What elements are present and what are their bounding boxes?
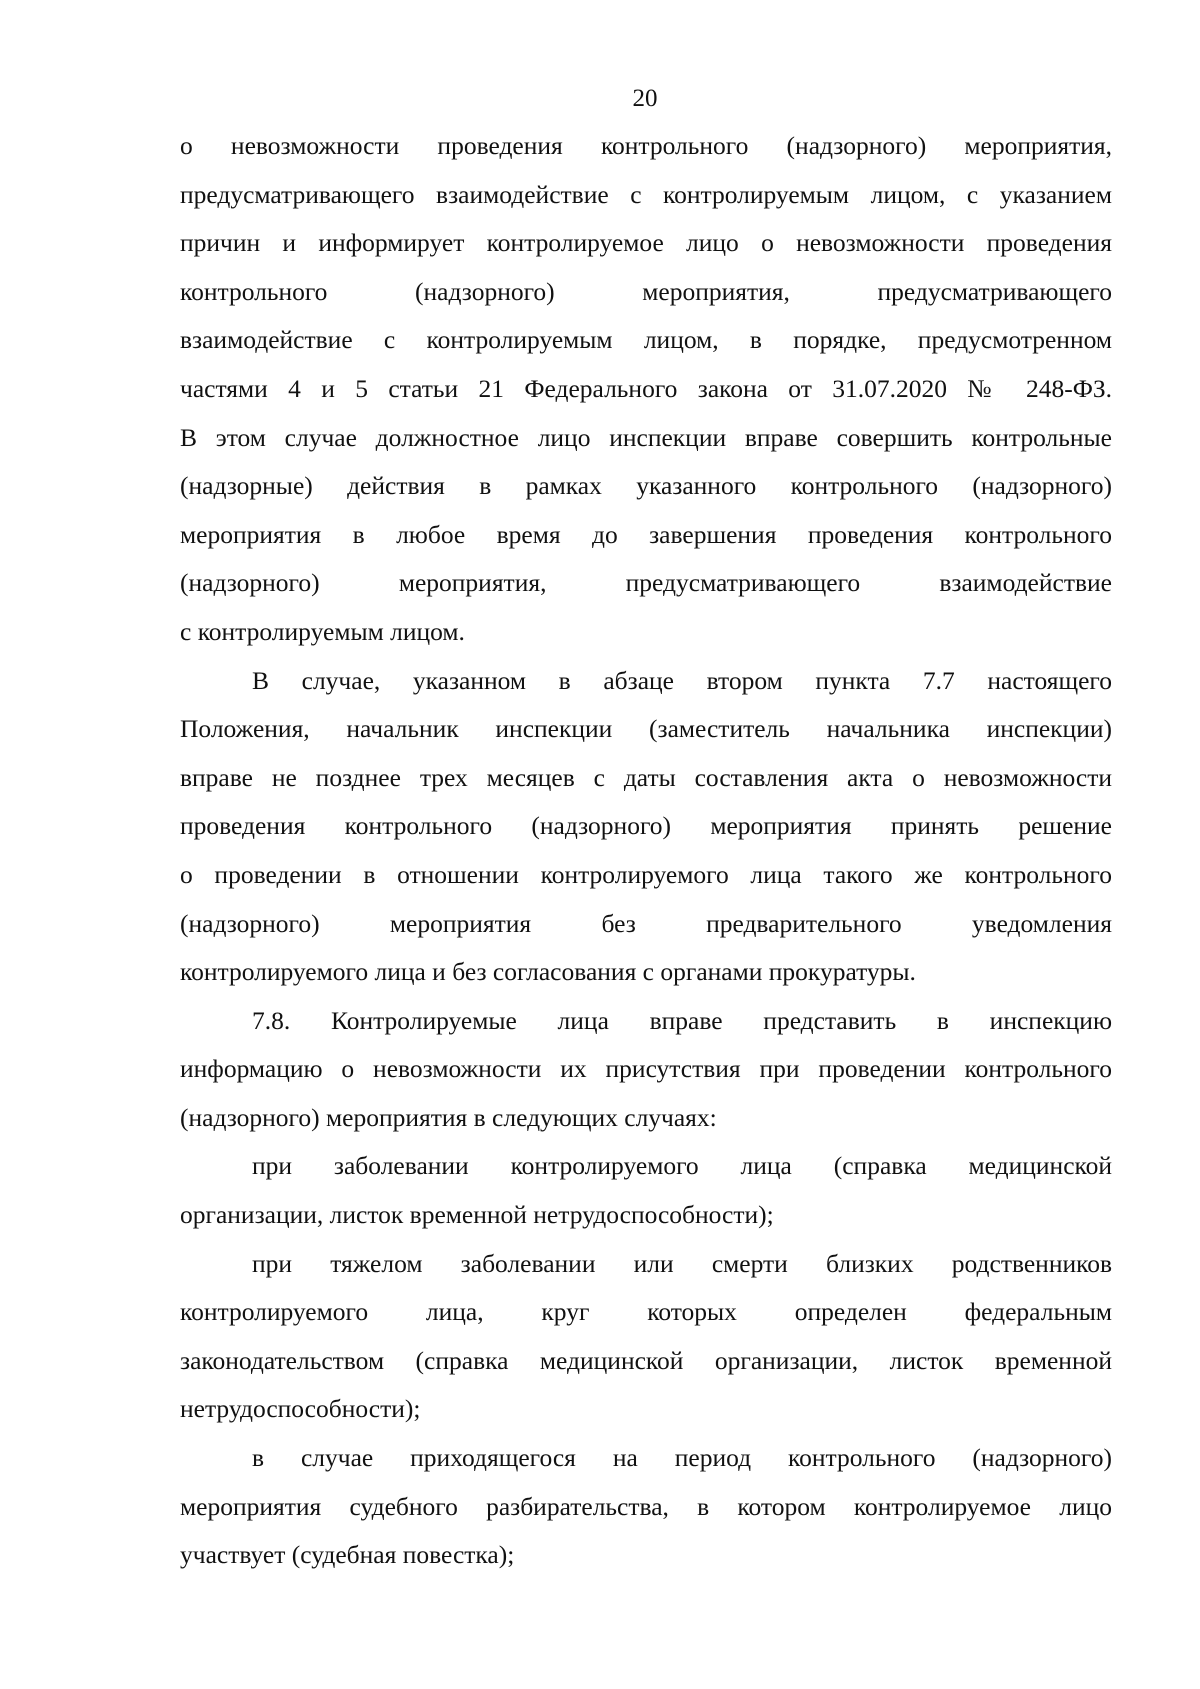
paragraph — [180, 1142, 1112, 1239]
text-line: В случае, указанном в абзаце втором пункта 7.7 настоящего — [252, 665, 1112, 695]
text-line: взаимодействие с контролируемым лицом, в порядке, предусмотренном — [180, 325, 1112, 355]
text-line: причин и информирует контролируемое лицо о невозможности проведения — [180, 228, 1112, 258]
text-line: (надзорные) действия в рамках указанного контрольного (надзорного) — [180, 471, 1112, 501]
paragraph — [180, 997, 1112, 1143]
text-line: контролируемого лица и без согласования с органами прокуратуры. — [180, 957, 916, 987]
paragraph — [180, 122, 1112, 657]
text-line: вправе не позднее трех месяцев с даты составления акта о невозможности — [180, 762, 1112, 792]
text-line: контрольного (надзорного) мероприятия, предусматривающего — [180, 276, 1112, 306]
text-line: при заболевании контролируемого лица (справка медицинской — [252, 1151, 1112, 1181]
paragraph — [180, 657, 1112, 997]
text-line: проведения контрольного (надзорного) мероприятия принять решение — [180, 811, 1112, 841]
page-number: 20 — [632, 85, 658, 112]
text-line: мероприятия в любое время до завершения проведения контрольного — [180, 519, 1112, 549]
text-line: о проведении в отношении контролируемого лица такого же контрольного — [180, 859, 1112, 889]
text-line: контролируемого лица, круг которых определен федеральным — [180, 1297, 1112, 1327]
text-line: 7.8. Контролируемые лица вправе представить в инспекцию — [252, 1005, 1112, 1035]
text-line: информацию о невозможности их присутствия при проведении контрольного — [180, 1054, 1112, 1084]
paragraph — [180, 1434, 1112, 1580]
text-line: частями 4 и 5 статьи 21 Федерального закона от 31.07.2020 № 248-ФЗ. — [180, 373, 1112, 403]
paragraph — [180, 1240, 1112, 1434]
text-line: предусматривающего взаимодействие с контролируемым лицом, с указанием — [180, 179, 1112, 209]
text-line: В этом случае должностное лицо инспекции вправе совершить контрольные — [180, 422, 1112, 452]
text-line: законодательством (справка медицинской организации, листок временной — [180, 1345, 1112, 1375]
text-line: при тяжелом заболевании или смерти близких родственников — [252, 1248, 1112, 1278]
text-line: Положения, начальник инспекции (заместитель начальника инспекции) — [180, 714, 1112, 744]
text-line: (надзорного) мероприятия в следующих случаях: — [180, 1102, 717, 1132]
text-line: организации, листок временной нетрудоспособности); — [180, 1200, 774, 1230]
document-body — [180, 122, 1112, 1580]
text-line: в случае приходящегося на период контрольного (надзорного) — [252, 1443, 1112, 1473]
text-line: с контролируемым лицом. — [180, 616, 465, 646]
text-line: мероприятия судебного разбирательства, в котором контролируемое лицо — [180, 1491, 1112, 1521]
text-line: нетрудоспособности); — [180, 1394, 421, 1424]
text-line: (надзорного) мероприятия без предварительного уведомления — [180, 908, 1112, 938]
text-line: о невозможности проведения контрольного (надзорного) мероприятия, — [180, 131, 1112, 160]
text-line: участвует (судебная повестка); — [180, 1540, 515, 1570]
text-line: (надзорного) мероприятия, предусматривающего взаимодействие — [180, 568, 1112, 598]
